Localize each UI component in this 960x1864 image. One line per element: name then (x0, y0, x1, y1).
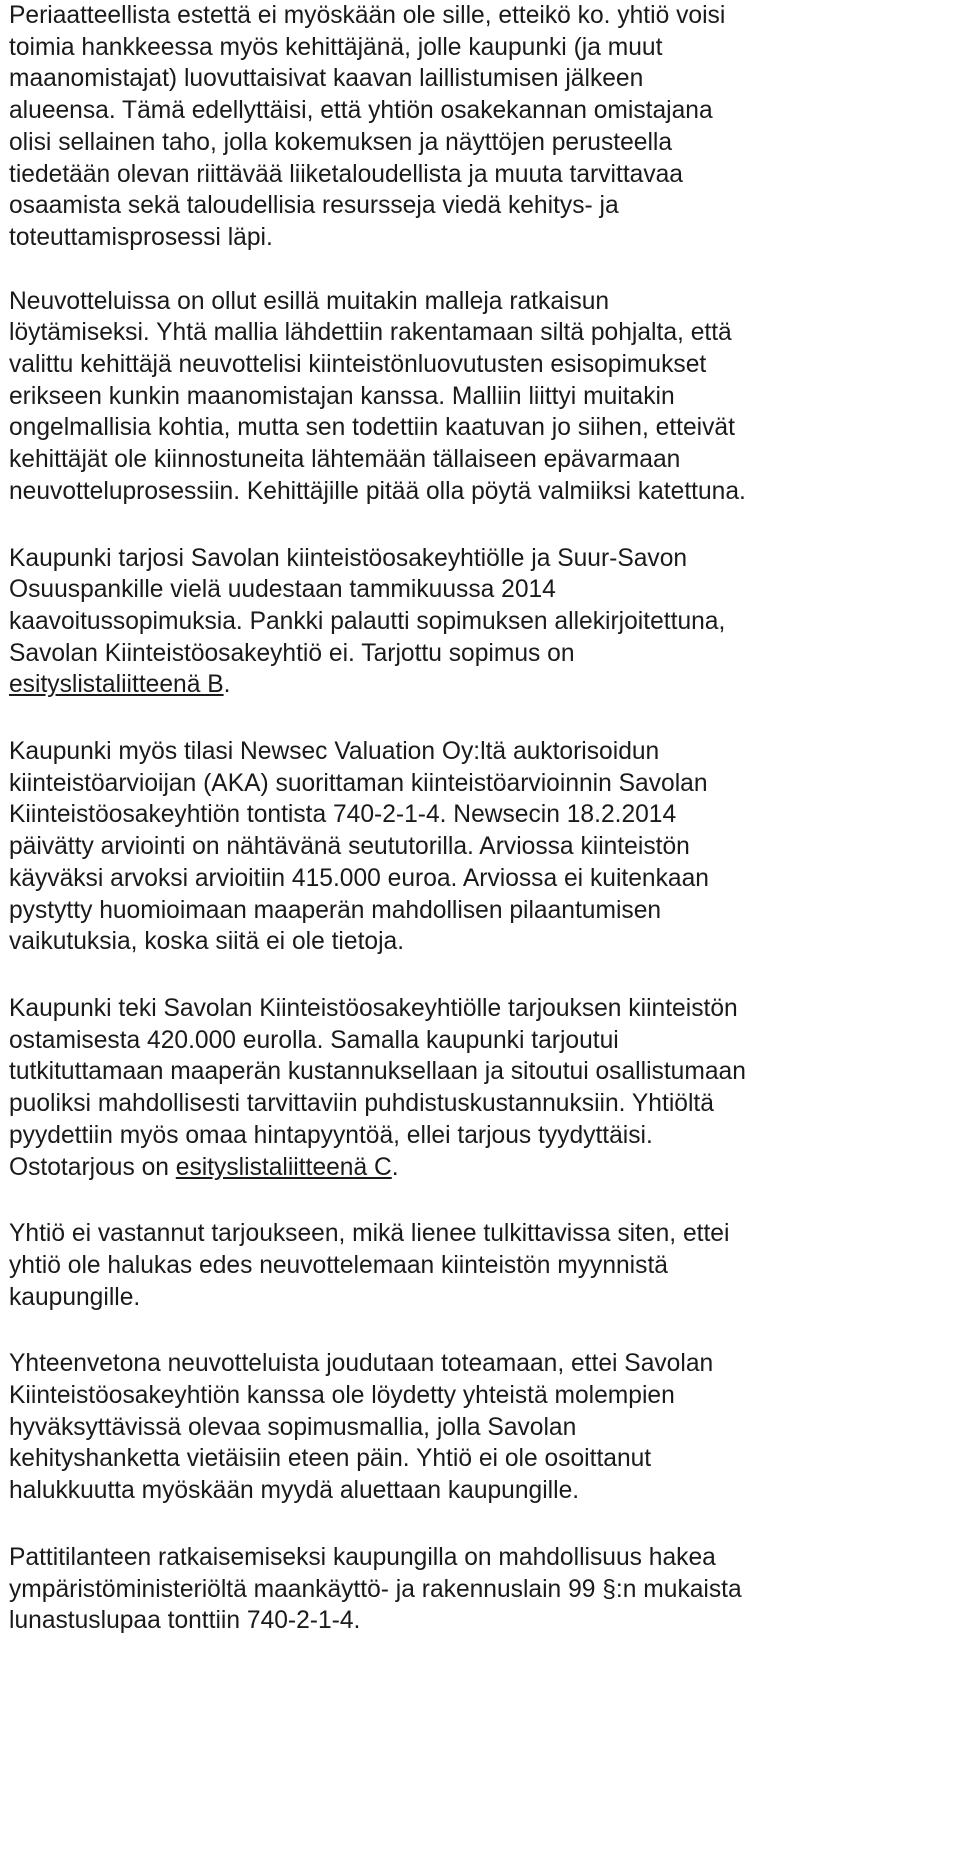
text-line: osaamista sekä taloudellisia resursseja viedä kehitys- ja (9, 192, 619, 220)
text-line: alueensa. Tämä edellyttäisi, että yhtiön osakekannan omistajana (9, 97, 713, 125)
text-line: päivätty arviointi on nähtävänä seututorilla. Arviossa kiinteistön (9, 833, 690, 861)
text-line: käyväksi arvoksi arvioitiin 415.000 euroa. Arviossa ei kuitenkaan (9, 864, 709, 892)
attachment-c-link[interactable]: esityslistaliitteenä C (175, 1153, 392, 1181)
paragraph-no-response (9, 1218, 960, 1313)
text-line: toimia hankkeessa myös kehittäjänä, jolle kaupunki (ja muut (9, 33, 663, 61)
paragraph-zoning-agreements (9, 543, 960, 702)
text-line: Yhtiö ei vastannut tarjoukseen, mikä lienee tulkittavissa siten, ettei (9, 1220, 730, 1248)
paragraph-expropriation (9, 1542, 960, 1637)
text-line: Periaatteellista estettä ei myöskään ole sille, etteikö ko. yhtiö voisi (9, 2, 726, 29)
text-line: tutkituttamaan maaperän kustannuksellaan ja sitoutui osallistumaan (9, 1058, 746, 1086)
paragraph-summary (9, 1348, 960, 1507)
text-line: kaupungille. (9, 1283, 141, 1311)
text-line: lunastuslupaa tonttiin 740-2-1-4. (9, 1607, 361, 1635)
paragraph-spacer (9, 254, 960, 286)
text-line: halukkuutta myöskään myydä aluettaan kaupungille. (9, 1477, 580, 1505)
paragraph-development-model (9, 0, 960, 254)
text-line: ostamisesta 420.000 eurolla. Samalla kaupunki tarjoutui (9, 1026, 619, 1054)
paragraph-valuation (9, 736, 960, 958)
text-fragment: . (223, 671, 231, 699)
text-line: erikseen kunkin maanomistajan kanssa. Malliin liittyi muitakin (9, 382, 675, 410)
text-line: Kaupunki myös tilasi Newsec Valuation Oy:ltä auktorisoidun (9, 738, 660, 766)
text-line: valittu kehittäjä neuvottelisi kiinteistönluovutusten esisopimukset (9, 351, 707, 379)
text-line: Kaupunki teki Savolan Kiinteistöosakeyhtiölle tarjouksen kiinteistön (9, 994, 738, 1022)
paragraph-spacer (9, 508, 960, 543)
text-line: kiinteistöarvioijan (AKA) suorittaman kiinteistöarvioinnin Savolan (9, 769, 708, 797)
text-fragment: Ostotarjous on (9, 1153, 176, 1181)
text-line (9, 669, 960, 701)
text-line: puoliksi mahdollisesti tarvittaviin puhdistuskustannuksiin. Yhtiöltä (9, 1090, 714, 1118)
text-line: Pattitilanteen ratkaisemiseksi kaupungilla on mahdollisuus hakea (9, 1543, 716, 1571)
text-line: Kaupunki tarjosi Savolan kiinteistöosakeyhtiölle ja Suur-Savon (9, 544, 688, 572)
text-line: vaikutuksia, koska siitä ei ole tietoja. (9, 928, 405, 956)
text-line: kaavoitussopimuksia. Pankki palautti sopimuksen allekirjoitettuna, (9, 607, 726, 635)
text-line: Kiinteistöosakeyhtiön tontista 740-2-1-4. Newsecin 18.2.2014 (9, 801, 677, 829)
paragraph-other-models (9, 286, 960, 508)
paragraph-spacer (9, 1313, 960, 1348)
paragraph-spacer (9, 1507, 960, 1542)
text-line: löytämiseksi. Yhtä mallia lähdettiin rakentamaan siltä pohjalta, että (9, 319, 732, 347)
text-line: kehityshanketta vietäisiin eteen päin. Yhtiö ei ole osoittanut (9, 1445, 652, 1473)
text-line: kehittäjät ole kiinnostuneita lähtemään tällaiseen epävarmaan (9, 446, 681, 474)
text-line: Yhteenvetona neuvotteluista joudutaan toteamaan, ettei Savolan (9, 1350, 714, 1378)
text-line: ympäristöministeriöltä maankäyttö- ja rakennuslain 99 §:n mukaista (9, 1575, 742, 1603)
text-line: hyväksyttävissä olevaa sopimusmallia, jolla Savolan (9, 1413, 577, 1441)
paragraph-spacer (9, 1183, 960, 1218)
text-line: Neuvotteluissa on ollut esillä muitakin malleja ratkaisun (9, 287, 610, 315)
text-line: toteuttamisprosessi läpi. (9, 223, 273, 251)
text-line: tiedetään olevan riittävää liiketaloudellista ja muuta tarvittavaa (9, 160, 683, 188)
text-fragment: . (391, 1153, 399, 1181)
text-line (9, 1152, 960, 1184)
text-line: yhtiö ole halukas edes neuvottelemaan kiinteistön myynnistä (9, 1251, 668, 1279)
text-line: Savolan Kiinteistöosakeyhtiö ei. Tarjottu sopimus on (9, 639, 575, 667)
paragraph-spacer (9, 958, 960, 993)
text-line: ongelmallisia kohtia, mutta sen todettiin kaatuvan jo siihen, etteivät (9, 414, 735, 442)
text-line: pystytty huomioimaan maaperän mahdollisen pilaantumisen (9, 896, 662, 924)
text-line: olisi sellainen taho, jolla kokemuksen ja näyttöjen perusteella (9, 128, 673, 156)
text-line: Osuuspankille vielä uudestaan tammikuussa 2014 (9, 576, 556, 604)
text-line: pyydettiin myös omaa hintapyyntöä, ellei tarjous tyydyttäisi. (9, 1121, 653, 1149)
text-line: Kiinteistöosakeyhtiön kanssa ole löydetty yhteistä molempien (9, 1382, 675, 1410)
paragraph-purchase-offer (9, 993, 960, 1183)
paragraph-spacer (9, 701, 960, 736)
attachment-b-link[interactable]: esityslistaliitteenä B (9, 671, 224, 699)
text-line: neuvotteluprosessiin. Kehittäjille pitää olla pöytä valmiiksi katettuna. (9, 477, 746, 505)
text-line: maanomistajat) luovuttaisivat kaavan laillistumisen jälkeen (9, 65, 644, 93)
